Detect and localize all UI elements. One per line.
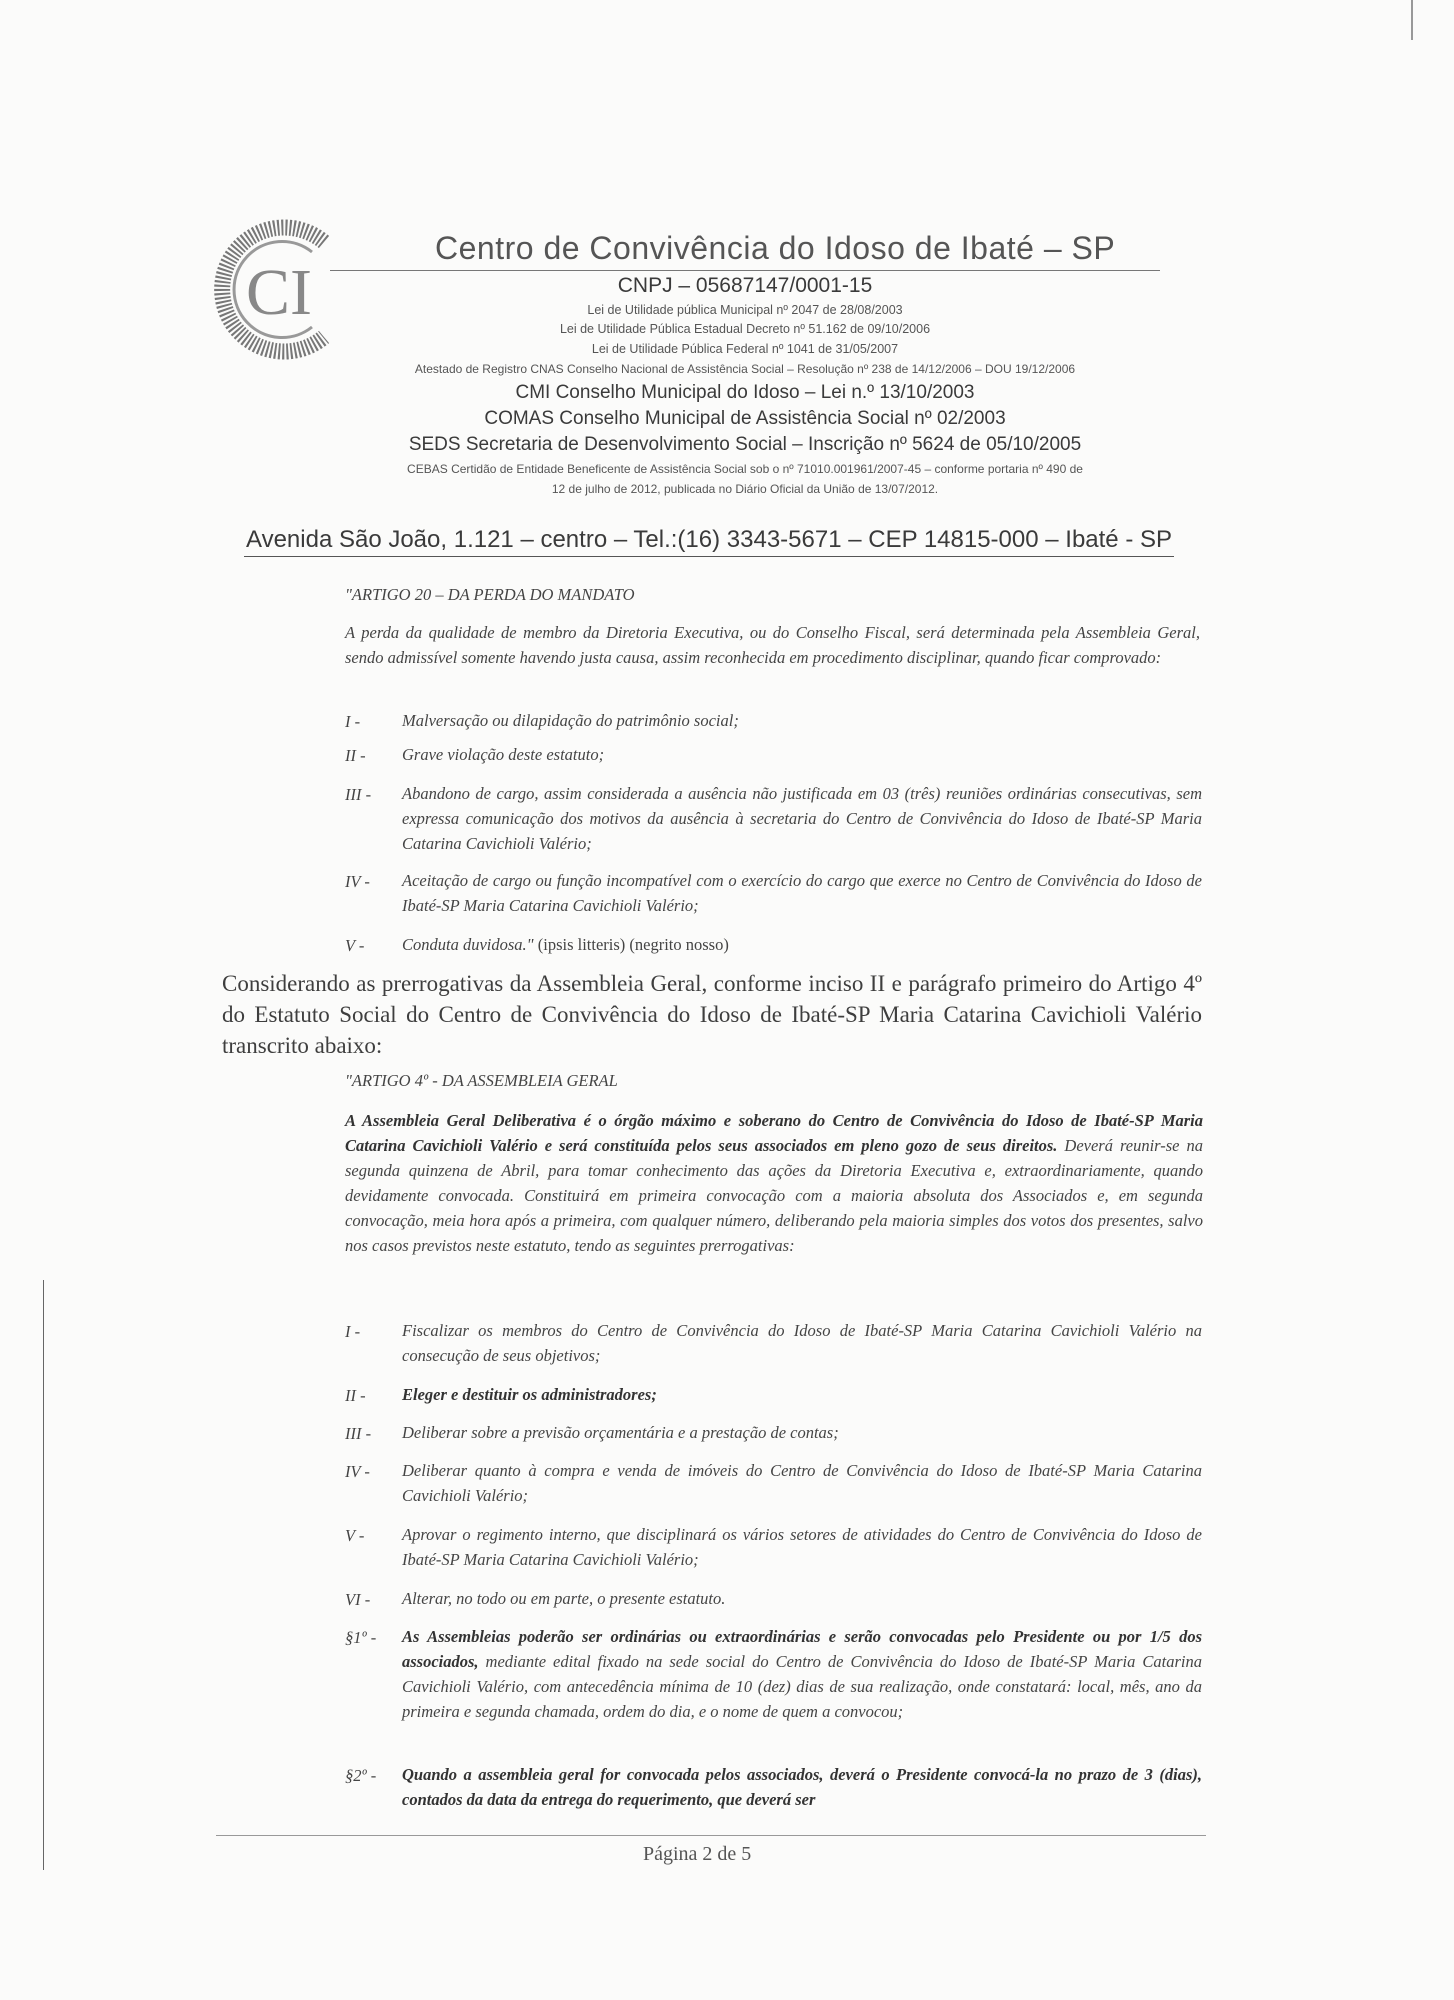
header-line-comas: COMAS Conselho Municipal de Assistência Social nº 02/2003 [484, 408, 1006, 429]
paragraph-1-text [402, 1624, 1202, 1724]
article4-item-text: Fiscalizar os membros do Centro de Convivência do Idoso de Ibaté-SP Maria Catarina Cavichioli Valério na consecução de seus objetivos; [402, 1321, 1202, 1365]
article20-item-text: Malversação ou dilapidação do patrimônio social; [402, 711, 739, 730]
header-line-cebas-2: 12 de julho de 2012, publicada no Diário Oficial da União de 13/07/2012. [551, 482, 939, 496]
logo-lettering: CI [246, 256, 312, 329]
article4-heading: "ARTIGO 4º - DA ASSEMBLEIA GERAL [345, 1071, 618, 1090]
article20-item-number: III - [345, 785, 372, 804]
article20-item-number: II - [345, 746, 366, 765]
article4-intro-bold: A Assembleia Geral Deliberativa é o órgão máximo e soberano do Centro de Convivência do Idoso de Ibaté-SP Maria Catarina Cavichioli Valério e será constituída pelos seus associados em pleno gozo de seus direitos. [345, 1111, 1203, 1155]
header-line-estadual: Lei de Utilidade Pública Estadual Decreto nº 51.162 de 09/10/2006 [559, 322, 931, 336]
article4-intro-rest: Deverá reunir-se na segunda quinzena de Abril, para tomar conhecimento das ações da Diretoria Executiva e, extraordinariamente, quando devidamente convocada. Constituirá em primeira convocação com a maioria absoluta dos Associados e, em segunda convocação, meia hora após a primeira, com qualquer número, deliberando pela maioria simples dos votos dos presentes, salvo nos casos previstos neste estatuto, tendo as seguintes prerrogativas: [345, 1136, 1203, 1255]
paragraph-1-bold: As Assembleias poderão ser ordinárias ou extraordinárias e serão convocadas pelo Presidente ou por 1/5 dos associados, [402, 1627, 1202, 1671]
paragraph-1-number: §1º - [345, 1628, 377, 1647]
citation-note: (ipsis litteris) (negrito nosso) [533, 935, 729, 954]
article20-item-number: IV - [345, 872, 370, 891]
article20-heading: "ARTIGO 20 – DA PERDA DO MANDATO [345, 585, 635, 604]
scan-edge-mark [1411, 0, 1413, 40]
address-divider [244, 556, 1174, 557]
article20-item-number: V - [345, 936, 365, 955]
main-paragraph: Considerando as prerrogativas da Assembleia Geral, conforme inciso II e parágrafo primeiro do Artigo 4º do Estatuto Social do Centro de Convivência do Idoso de Ibaté-SP Maria Catarina Cavichioli Valério transcrito abaixo: [222, 971, 1202, 1058]
article20-item-text: Grave violação deste estatuto; [402, 745, 605, 764]
footer-divider [216, 1835, 1206, 1836]
header-line-seds: SEDS Secretaria de Desenvolvimento Social – Inscrição nº 5624 de 05/10/2005 [408, 434, 1082, 455]
article4-item-text: Alterar, no todo ou em parte, o presente estatuto. [402, 1589, 726, 1608]
article4-item-number: II - [345, 1386, 366, 1405]
article4-item-number: IV - [345, 1462, 370, 1481]
organization-title: Centro de Convivência do Idoso de Ibaté – SP [435, 230, 1116, 266]
article20-item-text: Aceitação de cargo ou função incompatível com o exercício do cargo que exerce no Centro de Convivência do Idoso de Ibaté-SP Maria Catarina Cavichioli Valério; [402, 871, 1202, 915]
article20-intro: A perda da qualidade de membro da Diretoria Executiva, ou do Conselho Fiscal, será determinada pela Assembleia Geral, sendo admissível somente havendo justa causa, assim reconhecida em procedimento disciplinar, quando ficar comprovado: [345, 623, 1200, 667]
header-line-cnas: Atestado de Registro CNAS Conselho Nacional de Assistência Social – Resolução nº 238 de 14/12/2006 – DOU 19/12/2006 [414, 362, 1076, 376]
article4-item-text: Deliberar sobre a previsão orçamentária e a prestação de contas; [402, 1423, 839, 1442]
paragraph-1-rest: mediante edital fixado na sede social do Centro de Convivência do Idoso de Ibaté-SP Maria Catarina Cavichioli Valério, com antecedência mínima de 10 (dez) dias de sua realização, onde constatará: local, mês, ano da primeira e segunda chamada, ordem do dia, e o nome de quem a convocou; [402, 1652, 1202, 1721]
page-number: Página 2 de 5 [643, 1843, 752, 1865]
header-line-municipal: Lei de Utilidade pública Municipal nº 2047 de 28/08/2003 [587, 303, 903, 317]
paragraph-2-text: Quando a assembleia geral for convocada pelos associados, deverá o Presidente convocá-la no prazo de 3 (dias), contados da data da entrega do requerimento, que deverá ser [402, 1765, 1202, 1809]
header-line-cmi: CMI Conselho Municipal do Idoso – Lei n.º 13/10/2003 [515, 382, 975, 403]
article4-item-number: III - [345, 1424, 372, 1443]
article4-item-text: Deliberar quanto à compra e venda de imóveis do Centro de Convivência do Idoso de Ibaté-SP Maria Catarina Cavichioli Valério; [402, 1461, 1202, 1505]
address-line: Avenida São João, 1.121 – centro – Tel.:(16) 3343-5671 – CEP 14815-000 – Ibaté - SP [246, 526, 1172, 553]
article20-item-text [402, 932, 1202, 957]
article20-item-number: I - [345, 712, 361, 731]
article4-item-number: VI - [345, 1590, 371, 1609]
header-line-cebas-1: CEBAS Certidão de Entidade Beneficente de Assistência Social sob o nº 71010.001961/2007-45 – conforme portaria nº 490 de [407, 462, 1083, 476]
paragraph-2-number: §2º - [345, 1766, 377, 1785]
article20-item-text: Abandono de cargo, assim considerada a ausência não justificada em 03 (três) reuniões ordinárias consecutivas, sem expressa comunicação dos motivos da ausência à secretaria do Centro de Convivência do Idoso de Ibaté-SP Maria Catarina Cavichioli Valério; [402, 784, 1202, 853]
article4-item-text: Eleger e destituir os administradores; [402, 1385, 657, 1404]
cnpj-line: CNPJ – 05687147/0001-15 [617, 274, 873, 297]
scan-margin-mark [43, 1280, 44, 1870]
article4-item-number: V - [345, 1526, 365, 1545]
item5-text: Conduta duvidosa." [402, 935, 534, 954]
article4-item-number: I - [345, 1322, 361, 1341]
article4-item-text: Aprovar o regimento interno, que disciplinará os vários setores de atividades do Centro de Convivência do Idoso de Ibaté-SP Maria Catarina Cavichioli Valério; [402, 1525, 1202, 1569]
article4-intro [345, 1108, 1203, 1258]
header-divider [330, 270, 1160, 271]
organization-logo-icon [204, 212, 334, 362]
header-line-federal: Lei de Utilidade Pública Federal nº 1041 de 31/05/2007 [591, 342, 899, 356]
